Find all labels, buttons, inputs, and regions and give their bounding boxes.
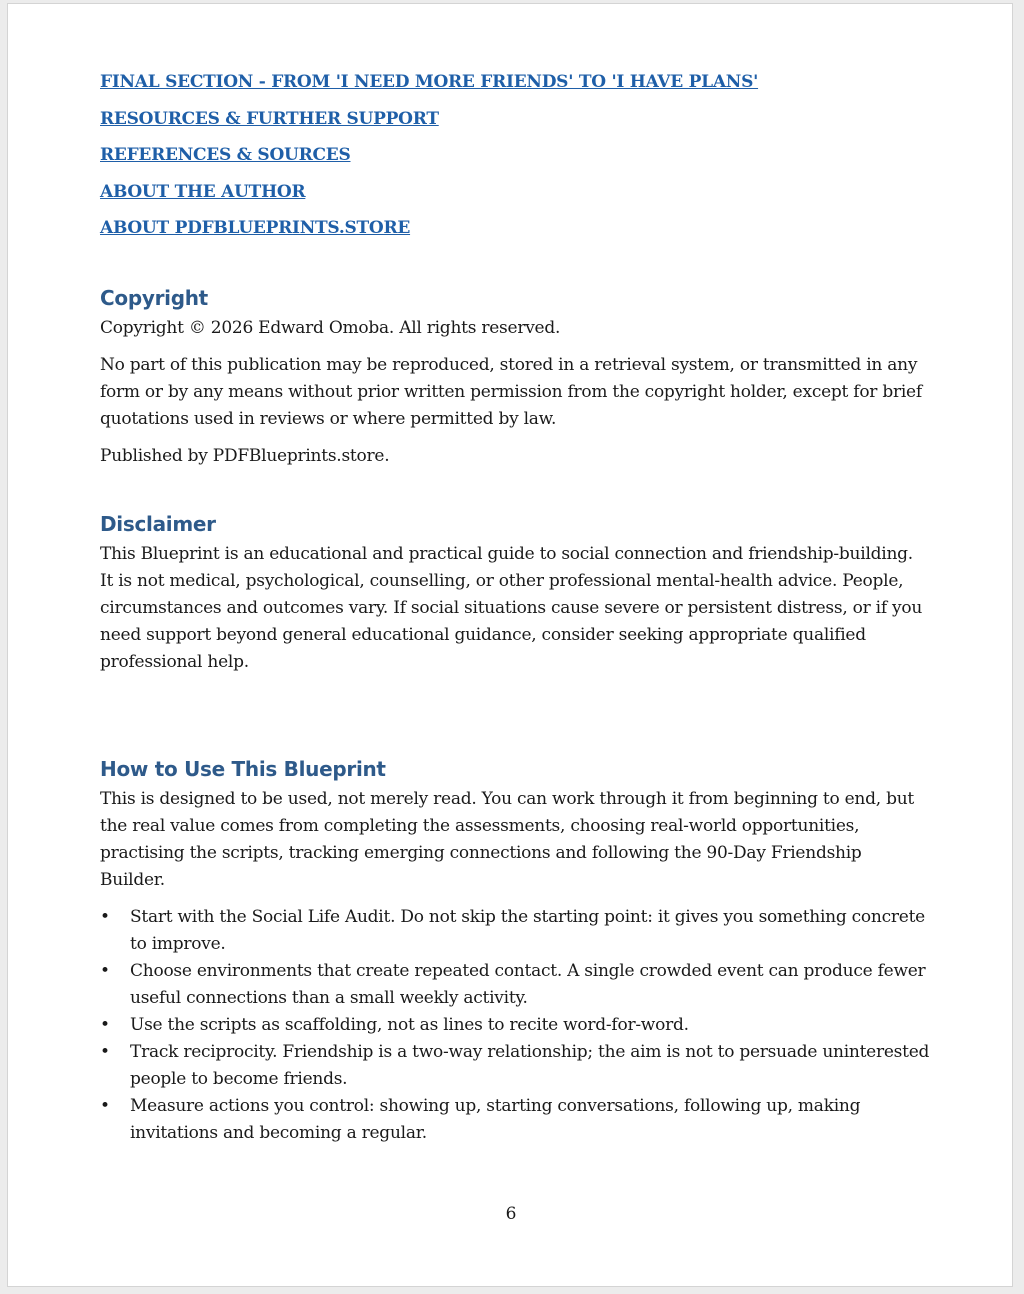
- copyright-heading: Copyright: [100, 286, 208, 310]
- list-item: • Use the scripts as scaffolding, not as lines to recite word-for-word.: [100, 1012, 930, 1039]
- list-item: • Measure actions you control: showing up, starting conversations, following up, making invitations and becoming a regular.: [100, 1093, 930, 1147]
- how-to-use-section: [100, 755, 930, 1147]
- copyright-section: [100, 284, 930, 470]
- how-to-use-intro: This is designed to be used, not merely read. You can work through it from beginning to end, but the real value comes from completing the assessments, choosing real-world opportunities, practising the scripts, tracking emerging connections and following the 90-Day Friendship Builder.: [100, 789, 914, 890]
- page-number: 6: [505, 1204, 517, 1224]
- document-page: [7, 3, 1013, 1287]
- list-item: • Choose environments that create repeated contact. A single crowded event can produce fewer useful connections than a small weekly activity.: [100, 958, 930, 1012]
- table-of-contents: [100, 68, 930, 242]
- toc-link-resources[interactable]: RESOURCES & FURTHER SUPPORT: [100, 108, 439, 129]
- disclaimer-heading: Disclaimer: [100, 512, 216, 536]
- toc-link-about-author[interactable]: ABOUT THE AUTHOR: [100, 181, 306, 202]
- how-to-use-list: [100, 904, 930, 1147]
- disclaimer-section: [100, 510, 930, 676]
- copyright-line: Copyright © 2026 Edward Omoba. All rights reserved.: [100, 318, 561, 338]
- how-to-use-heading: How to Use This Blueprint: [100, 757, 386, 781]
- disclaimer-body: This Blueprint is an educational and practical guide to social connection and friendship-building. It is not medical, psychological, counselling, or other professional mental-health advice. People, circumstances and outcomes vary. If social situations cause severe or persistent distress, or if you need support beyond general educational guidance, consider seeking appropriate qualified professional help.: [100, 544, 923, 672]
- publisher-line: Published by PDFBlueprints.store.: [100, 446, 390, 466]
- copyright-body: No part of this publication may be reproduced, stored in a retrieval system, or transmitted in any form or by any means without prior written permission from the copyright holder, except for brief quotations used in reviews or where permitted by law.: [100, 355, 922, 429]
- toc-link-references[interactable]: REFERENCES & SOURCES: [100, 145, 351, 165]
- page-content: [100, 68, 930, 1147]
- list-item: • Start with the Social Life Audit. Do not skip the starting point: it gives you something concrete to improve.: [100, 904, 930, 958]
- toc-link-final-section[interactable]: FINAL SECTION - FROM 'I NEED MORE FRIENDS' TO 'I HAVE PLANS': [100, 72, 759, 92]
- toc-link-about-pdfblueprints[interactable]: ABOUT PDFBLUEPRINTS.STORE: [100, 218, 411, 238]
- list-item: • Track reciprocity. Friendship is a two-way relationship; the aim is not to persuade uninterested people to become friends.: [100, 1039, 930, 1093]
